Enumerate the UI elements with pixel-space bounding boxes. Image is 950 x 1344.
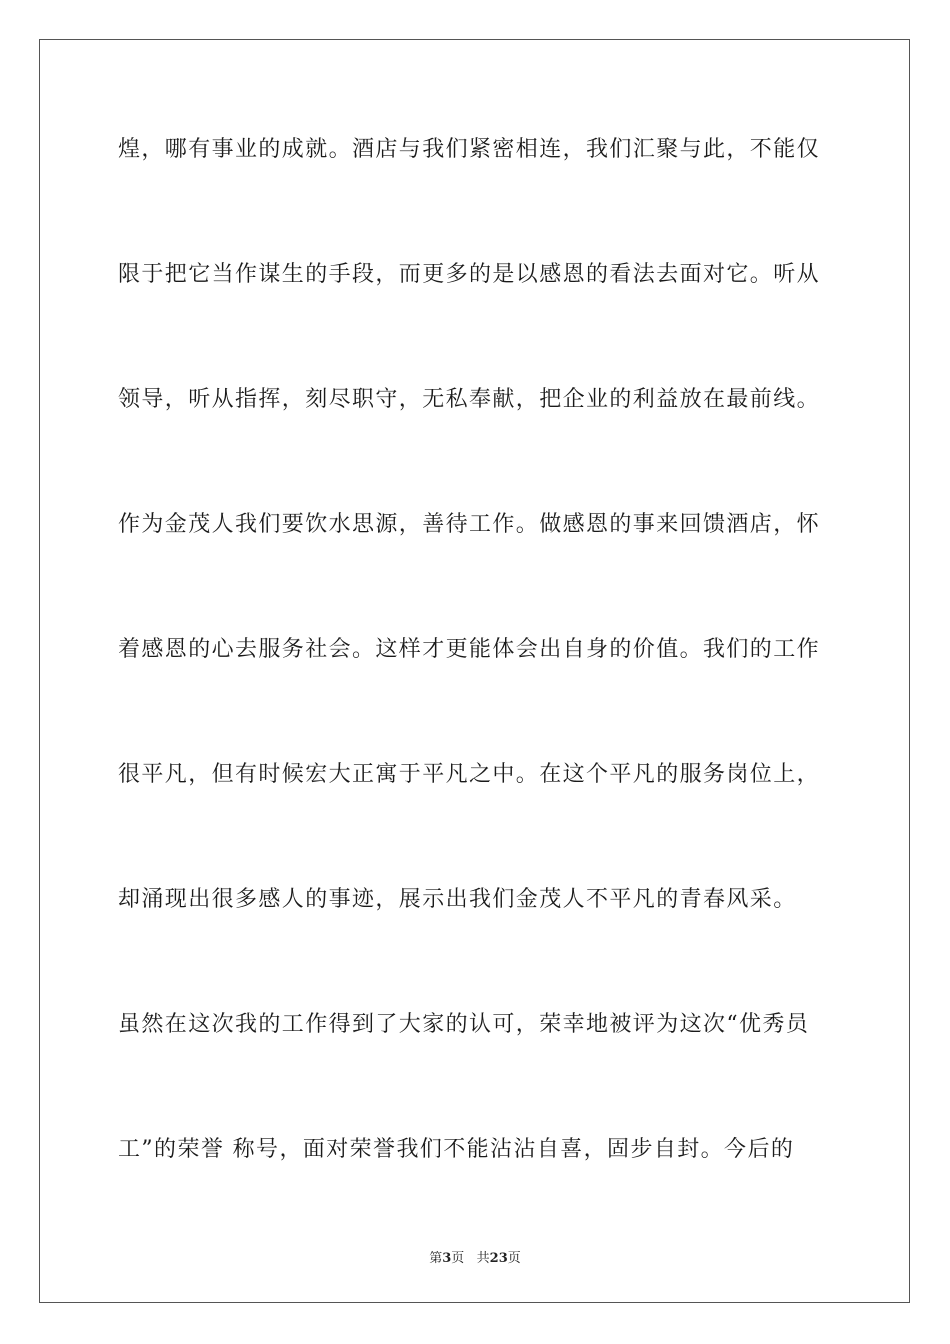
footer-current-page: 3 <box>442 1251 452 1266</box>
body-line-1: 煌，哪有事业的成就。酒店与我们紧密相连，我们汇聚与此，不能仅 <box>118 137 821 162</box>
footer-page-prefix: 第 <box>429 1251 443 1266</box>
body-line-6: 很平凡，但有时候宏大正寓于平凡之中。在这个平凡的服务岗位上， <box>118 762 821 787</box>
body-line-3: 领导，听从指挥，刻尽职守，无私奉献，把企业的利益放在最前线。 <box>118 387 821 412</box>
body-line-8: 虽然在这次我的工作得到了大家的认可，荣幸地被评为这次“优秀员 <box>118 1012 810 1037</box>
footer-page-suffix: 页 <box>507 1251 521 1266</box>
body-line-5: 着感恩的心去服务社会。这样才更能体会出自身的价值。我们的工作 <box>118 637 821 662</box>
document-body <box>118 128 838 1253</box>
page-footer <box>0 1247 950 1266</box>
body-line-7: 却涌现出很多感人的事迹，展示出我们金茂人不平凡的青春风采。 <box>118 887 797 912</box>
footer-total-pages: 23 <box>489 1251 508 1266</box>
body-line-2: 限于把它当作谋生的手段，而更多的是以感恩的看法去面对它。听从 <box>118 262 821 287</box>
body-line-9: 工”的荣誉 称号，面对荣誉我们不能沾沾自喜，固步自封。今后的 <box>118 1137 795 1162</box>
footer-page-mid: 页 共 <box>451 1251 490 1266</box>
body-line-4: 作为金茂人我们要饮水思源，善待工作。做感恩的事来回馈酒店，怀 <box>118 512 821 537</box>
